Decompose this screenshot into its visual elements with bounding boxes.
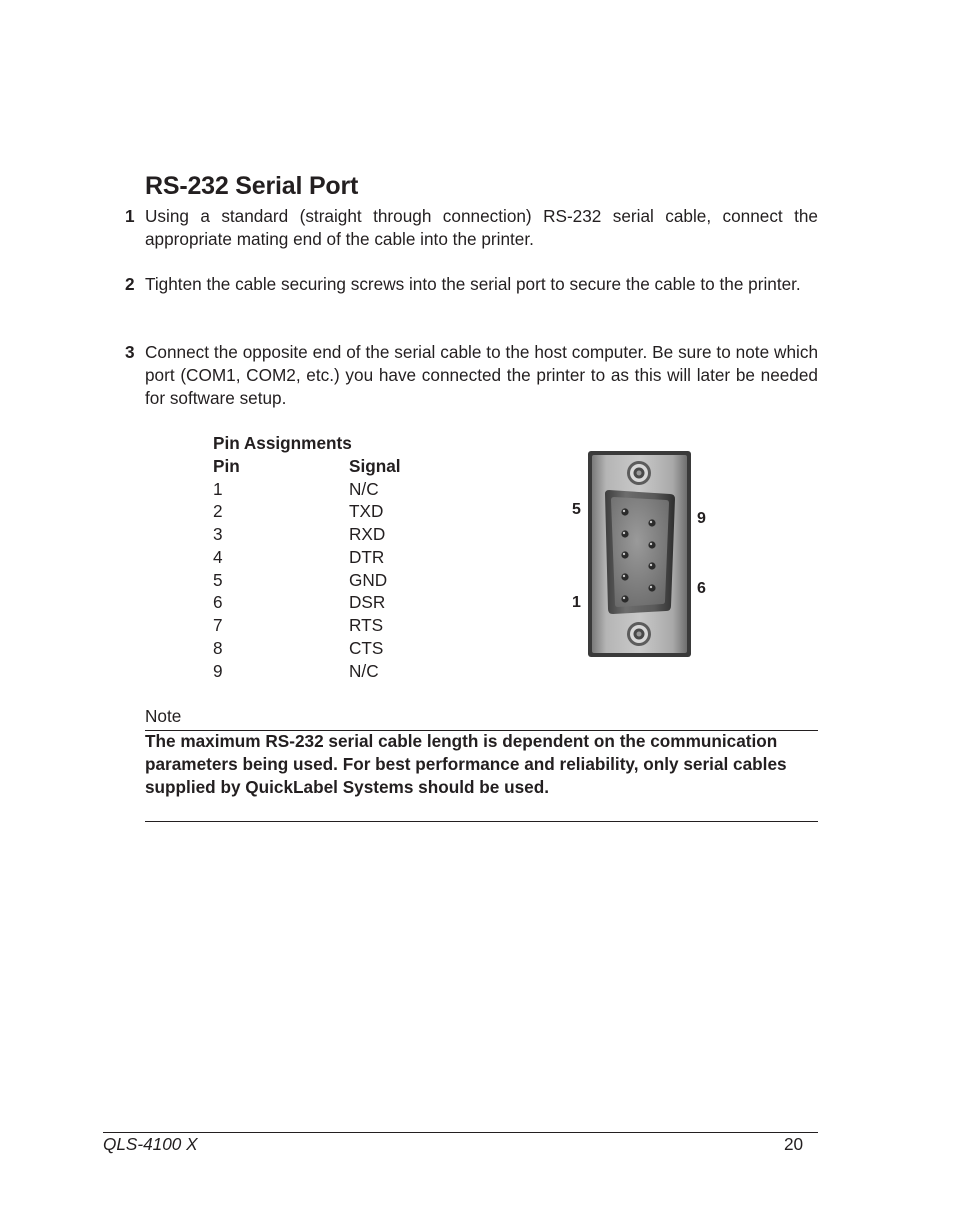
screw-icon: [627, 461, 651, 485]
step-number: 3: [125, 342, 135, 362]
note-bottom-rule: [145, 821, 818, 822]
table-row: [213, 614, 401, 637]
connector-label-pin1: 1: [572, 594, 581, 611]
pin-signal: TXD: [349, 501, 384, 522]
connector-label-pin6: 6: [697, 580, 706, 597]
table-row: [213, 546, 401, 569]
pin-number: 3: [213, 524, 223, 544]
pin-number: 4: [213, 546, 223, 567]
note-text: The maximum RS-232 serial cable length is dependent on the communication parameters being used. For best performance and reliability, only serial cables supplied by QuickLabel Systems should be used.: [145, 731, 787, 797]
pin-number: 8: [213, 637, 223, 658]
table-row: [213, 478, 401, 501]
step-text: Using a standard (straight through connection) RS-232 serial cable, connect the appropriate mating end of the cable into the printer.: [145, 206, 818, 249]
column-header-signal: Signal: [349, 455, 401, 476]
connector-label-pin5: 5: [572, 501, 581, 518]
pin-number: 5: [213, 569, 223, 590]
note-label: Note: [145, 706, 182, 726]
pin-signal: DTR: [349, 546, 385, 567]
pin-assignments-table: [213, 432, 401, 682]
pin-number: 6: [213, 592, 223, 613]
pin-number: 2: [213, 501, 223, 522]
pin-signal: RTS: [349, 615, 384, 635]
step-text: Tighten the cable securing screws into the serial port to secure the cable to the printer.: [145, 274, 801, 294]
table-row: [213, 591, 401, 614]
section-title: RS-232 Serial Port: [145, 172, 359, 200]
table-header-row: [213, 455, 401, 478]
pin-number: 9: [213, 660, 223, 681]
pin-signal: CTS: [349, 637, 384, 658]
table-row: [213, 660, 401, 683]
screw-icon: [627, 622, 651, 646]
table-row: [213, 500, 401, 523]
table-row: [213, 569, 401, 592]
connector-label-pin9: 9: [697, 510, 706, 527]
pin-signal: N/C: [349, 478, 379, 499]
column-header-pin: Pin: [213, 455, 240, 476]
pin-signal: GND: [349, 569, 388, 590]
footer-rule: [103, 1132, 818, 1133]
pin-number: 7: [213, 615, 223, 635]
pin-signal: DSR: [349, 592, 386, 613]
footer-page-number: 20: [784, 1134, 804, 1154]
pin-number: 1: [213, 478, 223, 499]
step-number: 2: [125, 274, 135, 294]
pin-signal: N/C: [349, 660, 379, 681]
footer-product-name: QLS-4100 X: [103, 1134, 198, 1154]
step-number: 1: [125, 206, 135, 226]
pin-signal: RXD: [349, 524, 386, 544]
pin-assignments-heading: Pin Assignments: [213, 433, 352, 453]
step-text: Connect the opposite end of the serial cable to the host computer. Be sure to note which port (COM1, COM2, etc.) you have connected the printer to as this will later be needed for software setup.: [145, 342, 818, 408]
table-row: [213, 523, 401, 546]
table-row: [213, 637, 401, 660]
db9-connector-image: [587, 450, 692, 658]
connector-insert: [611, 497, 669, 607]
